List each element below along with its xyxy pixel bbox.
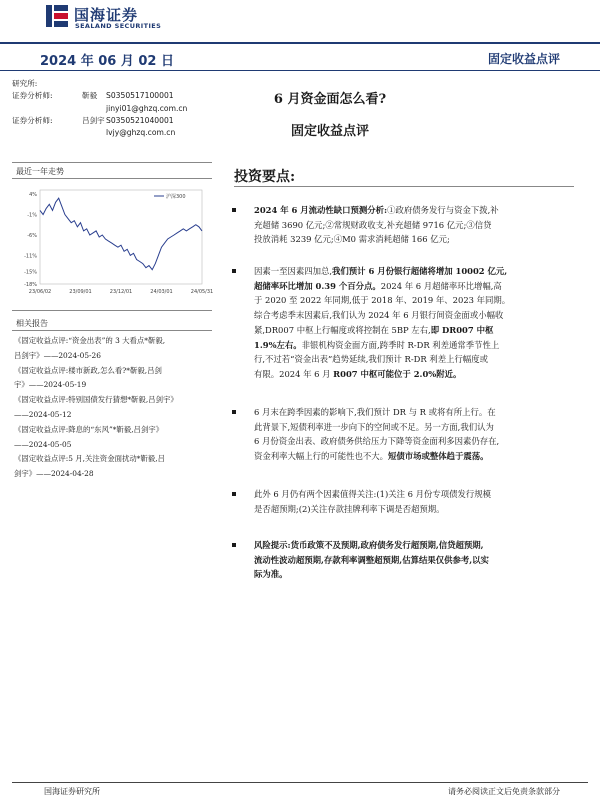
analyst2-email[interactable]: lvjy@ghzq.com.cn xyxy=(106,128,176,138)
paragraph-2-line xyxy=(254,264,576,279)
related-report-3-title[interactable]: 《固定收益点评:特别国债发行猜想*靳毅,吕剑宇》 xyxy=(14,395,178,405)
paragraph-3-line xyxy=(254,420,576,435)
paragraph-2-line xyxy=(254,323,576,338)
bold-text: 1.9%左右。 xyxy=(254,339,302,350)
text: 有限。2024 年 6 月 xyxy=(254,368,334,379)
analyst1-label: 证券分析师: xyxy=(12,91,53,101)
trend-chart xyxy=(14,180,214,298)
bullet-icon xyxy=(232,492,236,496)
related-reports-list xyxy=(14,334,214,482)
bold-text: 超储率环比增加 0.39 个百分点。 xyxy=(254,280,381,291)
sealand-logo-icon xyxy=(44,3,70,29)
paragraph-2-line xyxy=(254,338,576,353)
paragraph-1-line xyxy=(254,218,576,233)
related-report-5-title[interactable]: 《固定收益点评:5 月,关注资金面扰动*靳毅,吕 xyxy=(14,454,165,464)
paragraph-2 xyxy=(234,264,576,382)
paragraph-5 xyxy=(234,538,576,582)
bullet-icon xyxy=(232,208,236,212)
header-divider-bottom xyxy=(0,70,600,71)
related-heading: 相关报告 xyxy=(16,319,48,328)
related-report-1-title[interactable]: 《固定收益点评:“资金出表”的 3 大看点*靳毅, xyxy=(14,336,166,345)
text: 2024 年 6 月超储率环比增幅,高 xyxy=(380,280,502,291)
x-tick-label: 23/06/02 xyxy=(28,289,52,295)
header-divider-top xyxy=(0,42,600,44)
paragraph-5-line xyxy=(254,553,576,568)
bold-text: 2024 年 6 月流动性缺口预测分析: xyxy=(254,205,388,215)
report-subtitle: 固定收益点评 xyxy=(290,124,369,139)
bold-text: 际为准。 xyxy=(254,569,288,580)
footer-disclaimer: 请务必阅读正文后免责条款部分 xyxy=(448,787,560,796)
paragraph-1 xyxy=(234,203,576,247)
text: ①政府债务发行与资金下拨,补 xyxy=(387,205,499,215)
bullet-icon xyxy=(232,543,236,547)
research-label: 研究所: xyxy=(12,79,38,88)
chart-frame xyxy=(40,190,202,284)
related-report-1-date[interactable]: 吕剑宇》——2024-05-26 xyxy=(14,350,101,360)
text: 综合考虑季末因素后,我们认为 2024 年 6 月银行间资金面或小幅收 xyxy=(254,310,504,321)
investment-points-divider xyxy=(234,186,574,187)
brand-name-cn: 国海证券 xyxy=(74,6,139,24)
analyst1-name: 靳毅 xyxy=(82,91,98,101)
analyst2-cert: S0350521040001 xyxy=(106,115,174,125)
brand-logo xyxy=(44,3,164,33)
text: 非银机构资金面方面,跨季时 R-DR 利差通常季节性上 xyxy=(301,339,500,350)
text: 此外 6 月仍有两个因素值得关注:(1)关注 6 月份专项债发行规模 xyxy=(254,489,491,499)
text: 是否超预期;(2)关注存款挂牌利率下调是否超预期。 xyxy=(254,503,445,514)
paragraph-1-line xyxy=(254,203,576,218)
analyst1-cert: S0350517100001 xyxy=(106,91,174,101)
text: 6 月份资金出表、政府债务供给压力下降等资金面利多因素仍存在, xyxy=(254,436,500,447)
legend-label: 沪深300 xyxy=(166,194,186,200)
report-title: 6 月资金面怎么看? xyxy=(273,92,387,107)
analyst-block xyxy=(12,78,222,139)
related-report-3-date[interactable]: ——2024-05-12 xyxy=(14,409,72,419)
y-tick-label: -15% xyxy=(24,269,37,276)
bold-text: 流动性波动超预期,存款利率调整超预期,估算结果仅供参考,以实 xyxy=(254,554,489,565)
paragraph-4-line xyxy=(254,502,576,517)
footer-institute: 国海证券研究所 xyxy=(44,787,100,796)
bold-text: 即 DR007 中枢 xyxy=(430,324,494,335)
related-report-2-date[interactable]: 宇》——2024-05-19 xyxy=(14,380,87,390)
related-divider-top xyxy=(12,310,212,311)
text: 充超储 3690 亿元;②常规财政收支,补充超储 9716 亿元;③信贷 xyxy=(254,219,492,230)
bullet-icon xyxy=(232,410,236,414)
paragraph-3 xyxy=(234,405,576,464)
bold-text: 短债市场或整体趋于震荡。 xyxy=(388,451,489,462)
paragraph-4 xyxy=(234,487,576,516)
text: 于 2020 至 2022 年同期,低于 2018 年、2019 年、2023 年同期。 xyxy=(254,295,511,306)
y-tick-label: -18% xyxy=(24,282,37,288)
bold-text: 我们预计 6 月份银行超储将增加 10002 亿元, xyxy=(332,266,508,276)
x-tick-label: 24/03/01 xyxy=(150,289,173,295)
paragraph-4-line xyxy=(254,487,576,502)
paragraph-5-line xyxy=(254,538,576,553)
paragraph-2-line xyxy=(254,308,576,323)
bullet-icon xyxy=(232,269,236,273)
y-tick-label: -1% xyxy=(27,212,37,219)
paragraph-2-line xyxy=(254,367,576,382)
x-tick-label: 24/05/31 xyxy=(190,289,214,295)
related-report-2-title[interactable]: 《固定收益点评:楼市新政,怎么看?*靳毅,吕剑 xyxy=(14,365,162,375)
related-report-5-date[interactable]: 剑宇》——2024-04-28 xyxy=(14,469,94,479)
chart-heading: 最近一年走势 xyxy=(16,167,64,176)
text: 资金利率大幅上行的可能性也不大。 xyxy=(254,451,388,462)
chart-heading-divider xyxy=(12,178,212,179)
text: 投放消耗 3239 亿元;④M0 需求消耗超储 166 亿元; xyxy=(254,234,450,245)
paragraph-2-line xyxy=(254,293,576,308)
paragraph-3-line xyxy=(254,405,576,420)
text: 紧,DR007 中枢上行幅度或将控制在 5BP 左右, xyxy=(254,324,431,335)
text: 此背景下,短债利率进一步向下的空间或不足。另一方面,我们认为 xyxy=(254,421,494,432)
paragraph-3-line xyxy=(254,434,576,449)
analyst1-email[interactable]: jinyi01@ghzq.com.cn xyxy=(106,103,188,113)
paragraph-5-line xyxy=(254,567,576,582)
x-tick-label: 23/12/01 xyxy=(109,289,133,295)
brand-name-en: SEALAND SECURITIES xyxy=(75,22,162,30)
text: 因素一至因素四加总, xyxy=(254,266,333,276)
related-heading-divider xyxy=(12,330,212,331)
y-tick-label: -6% xyxy=(27,232,37,239)
series-line-csi300 xyxy=(40,198,202,270)
report-date: 2024 年 06 月 02 日 xyxy=(40,54,174,69)
related-report-4-title[interactable]: 《固定收益点评:降息的“东风”*靳毅,吕剑宇》 xyxy=(14,424,164,434)
analyst2-name: 吕剑宇 xyxy=(82,115,105,125)
paragraph-2-line xyxy=(254,279,576,294)
paragraph-2-line xyxy=(254,352,576,367)
paragraph-3-line xyxy=(254,449,576,464)
y-tick-label: 4% xyxy=(29,192,37,199)
analyst2-label: 证券分析师: xyxy=(12,115,53,125)
text: 6 月末在跨季因素的影响下,我们预计 DR 与 R 或将有所上行。在 xyxy=(254,407,496,417)
related-report-4-date[interactable]: ——2024-05-05 xyxy=(14,439,72,449)
bold-text: 风险提示:货币政策不及预期,政府债务发行超预期,信贷超预期, xyxy=(254,540,484,550)
bold-text: R007 中枢可能位于 2.0%附近。 xyxy=(333,368,462,379)
text: 行,不过若“资金出表”趋势延续,我们预计 R-DR 利差上行幅度或 xyxy=(254,354,488,365)
sidebar-divider-top xyxy=(12,162,212,163)
paragraph-1-line xyxy=(254,232,576,247)
investment-points-title: 投资要点: xyxy=(234,169,296,185)
y-tick-label: -11% xyxy=(24,253,37,260)
footer-divider xyxy=(12,782,588,783)
report-category: 固定收益点评 xyxy=(487,52,560,66)
x-tick-label: 23/09/01 xyxy=(69,289,92,295)
